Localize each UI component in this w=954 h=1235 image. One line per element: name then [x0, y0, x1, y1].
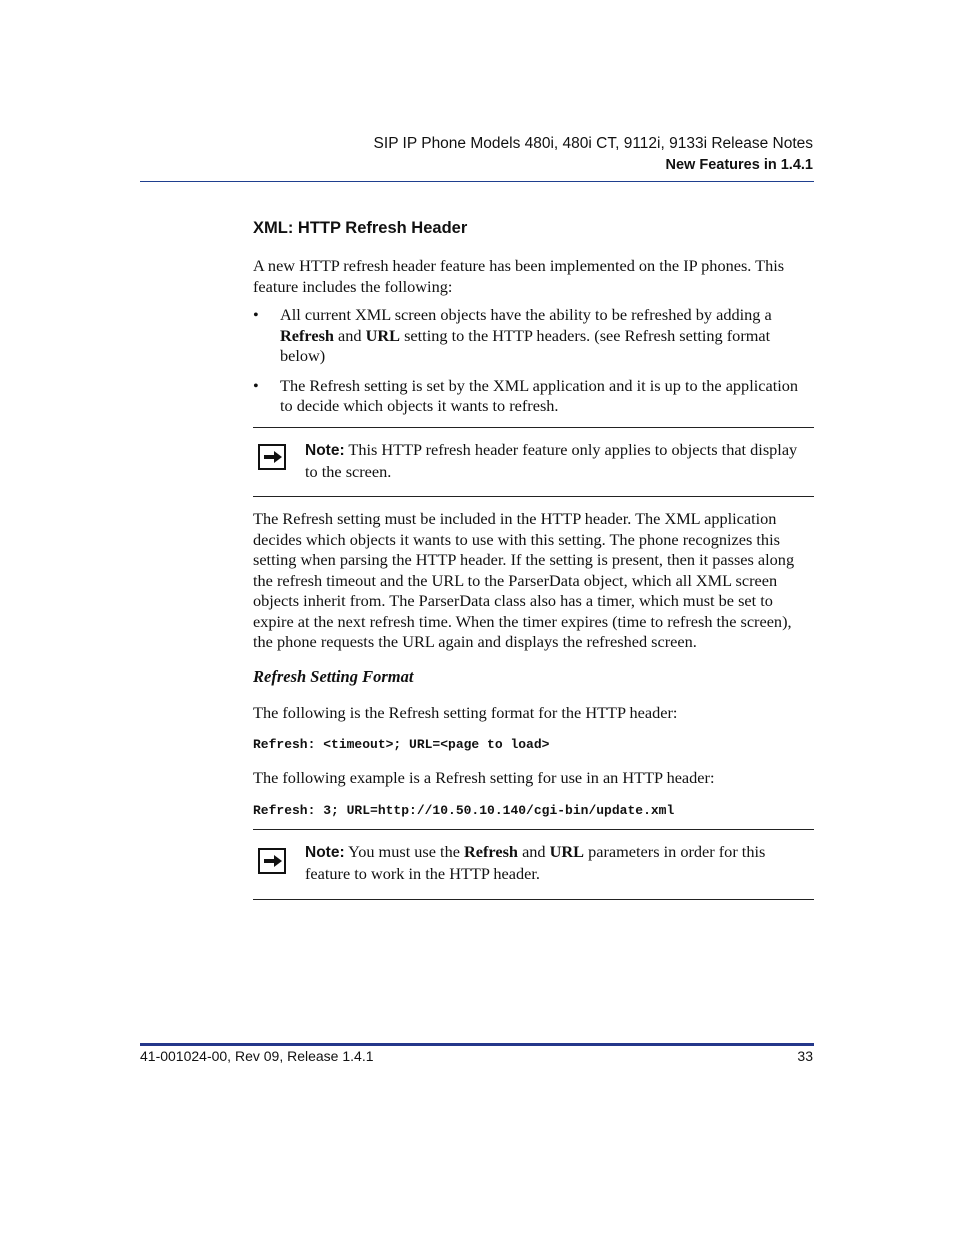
format-intro: The following is the Refresh setting format for the HTTP header:	[253, 703, 678, 722]
arrow-right-icon	[258, 444, 286, 470]
format-code: Refresh: <timeout>; URL=<page to load>	[253, 737, 550, 752]
running-header-section: New Features in 1.4.1	[665, 157, 813, 173]
note-text: Note: You must use the Refresh and URL parameters in order for this feature to work in the HTTP header.	[305, 842, 766, 883]
list-item: • The Refresh setting is set by the XML application and it is up to the application to decide which objects it wants to refresh.	[253, 375, 799, 415]
header-rule	[140, 181, 814, 182]
example-intro: The following example is a Refresh setting for use in an HTTP header:	[253, 768, 715, 787]
footer-rule	[140, 1043, 814, 1046]
body-paragraph: The Refresh setting must be included in the HTTP header. The XML application decides which objects it wants to use with this setting. The phone recognizes this setting when parsing the HTTP header. If the setting is present, then it passes along the refresh timeout and the URL to the ParserData object, which all XML screen objects inherit from. The ParserData class also has a timer, which must be set to expire at the next refresh time. When the timer expires (time to refresh the screen), the phone requests the URL again and displays the refreshed screen.	[253, 509, 795, 651]
feature-bullet-list	[253, 305, 814, 426]
bullet-marker: •	[253, 375, 259, 395]
subheading: Refresh Setting Format	[253, 667, 414, 686]
note-box-display	[253, 427, 814, 497]
arrow-right-icon	[258, 848, 286, 874]
list-item: • All current XML screen objects have the ability to be refreshed by adding a Refresh and URL setting to the HTTP headers. (see Refresh setting format below)	[253, 305, 772, 365]
running-header-title: SIP IP Phone Models 480i, 480i CT, 9112i, 9133i Release Notes	[373, 135, 813, 152]
note-text: Note: This HTTP refresh header feature only applies to objects that display to the screen.	[305, 440, 798, 481]
note-box-parameters	[253, 829, 814, 900]
bullet-marker: •	[253, 305, 259, 324]
example-code: Refresh: 3; URL=http://10.50.10.140/cgi-bin/update.xml	[253, 803, 675, 818]
section-heading: XML: HTTP Refresh Header	[253, 219, 468, 237]
intro-paragraph: A new HTTP refresh header feature has been implemented on the IP phones. This feature includes the following:	[253, 256, 785, 296]
footer-doc-id: 41-001024-00, Rev 09, Release 1.4.1	[140, 1048, 374, 1064]
page-number: 33	[797, 1048, 813, 1064]
